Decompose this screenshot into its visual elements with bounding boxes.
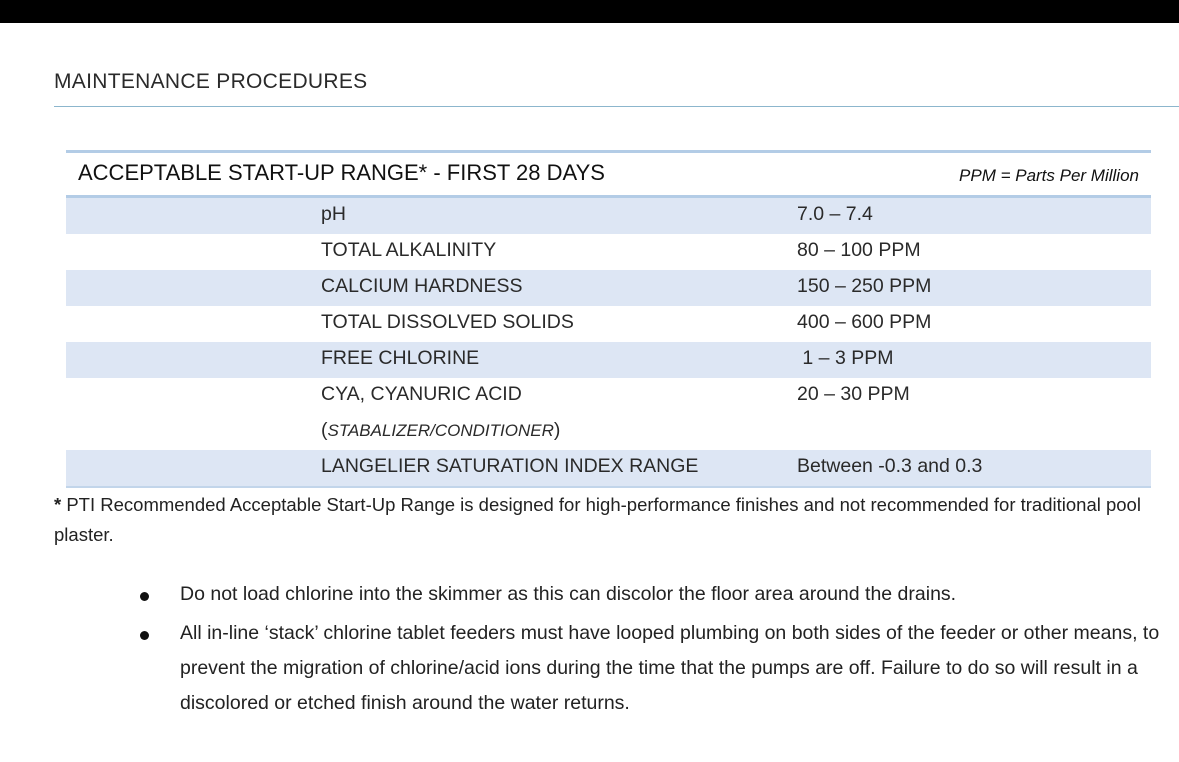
table-header (66, 153, 1151, 195)
list-item (140, 577, 1170, 612)
table-title: ACCEPTABLE START-UP RANGE* - FIRST 28 DAYS (78, 160, 605, 185)
top-bar (0, 0, 1179, 23)
list-item-text: All in-line ‘stack’ chlorine tablet feeders must have looped plumbing on both sides of the feeder or other means, to prevent the migration of chlorine/acid ions during the time that the pumps are off. Failure to do so will result in a discolored or etched finish around the water returns. (180, 622, 1160, 714)
parameter-subtext-italic: STABALIZER/CONDITIONER (327, 421, 554, 440)
footnote-text: PTI Recommended Acceptable Start-Up Range is designed for high-performance finishes and not recommended for traditional pool plaster. (54, 494, 1141, 545)
footnote-marker: * (54, 494, 62, 515)
table-row (66, 234, 1151, 270)
range-cell: Between -0.3 and 0.3 (797, 455, 983, 477)
parameter-cell: FREE CHLORINE (321, 347, 480, 369)
table-row (66, 198, 1151, 234)
table-note: PPM = Parts Per Million (959, 166, 1139, 185)
table-row (66, 306, 1151, 342)
table-bottom-rule (66, 486, 1151, 488)
footnote (54, 490, 1169, 550)
section-title: MAINTENANCE PROCEDURES (54, 70, 368, 93)
table-row (66, 270, 1151, 306)
list-item (140, 616, 1170, 721)
parameter-cell: LANGELIER SATURATION INDEX RANGE (321, 455, 699, 477)
range-cell: 20 – 30 PPM (797, 383, 910, 405)
range-cell: 7.0 – 7.4 (797, 203, 873, 225)
range-cell: 1 – 3 PPM (797, 347, 894, 369)
bullet-icon (140, 631, 149, 640)
parameter-cell: CYA, CYANURIC ACID (321, 383, 522, 405)
range-cell: 150 – 250 PPM (797, 275, 932, 297)
table-row (66, 378, 1151, 450)
list-item-text: Do not load chlorine into the skimmer as this can discolor the floor area around the drains. (180, 583, 957, 605)
table-row (66, 450, 1151, 486)
parameter-cell: pH (321, 203, 346, 225)
section-divider (54, 106, 1179, 107)
startup-range-table (66, 150, 1151, 488)
table-row (66, 342, 1151, 378)
parameter-subtext: (STABALIZER/CONDITIONER) (321, 419, 561, 441)
range-cell: 400 – 600 PPM (797, 311, 932, 333)
range-cell: 80 – 100 PPM (797, 239, 921, 261)
parameter-cell: TOTAL ALKALINITY (321, 239, 497, 261)
parameter-cell: TOTAL DISSOLVED SOLIDS (321, 311, 574, 333)
bullet-list (140, 577, 1170, 721)
parameter-cell: CALCIUM HARDNESS (321, 275, 523, 297)
bullet-icon (140, 592, 149, 601)
